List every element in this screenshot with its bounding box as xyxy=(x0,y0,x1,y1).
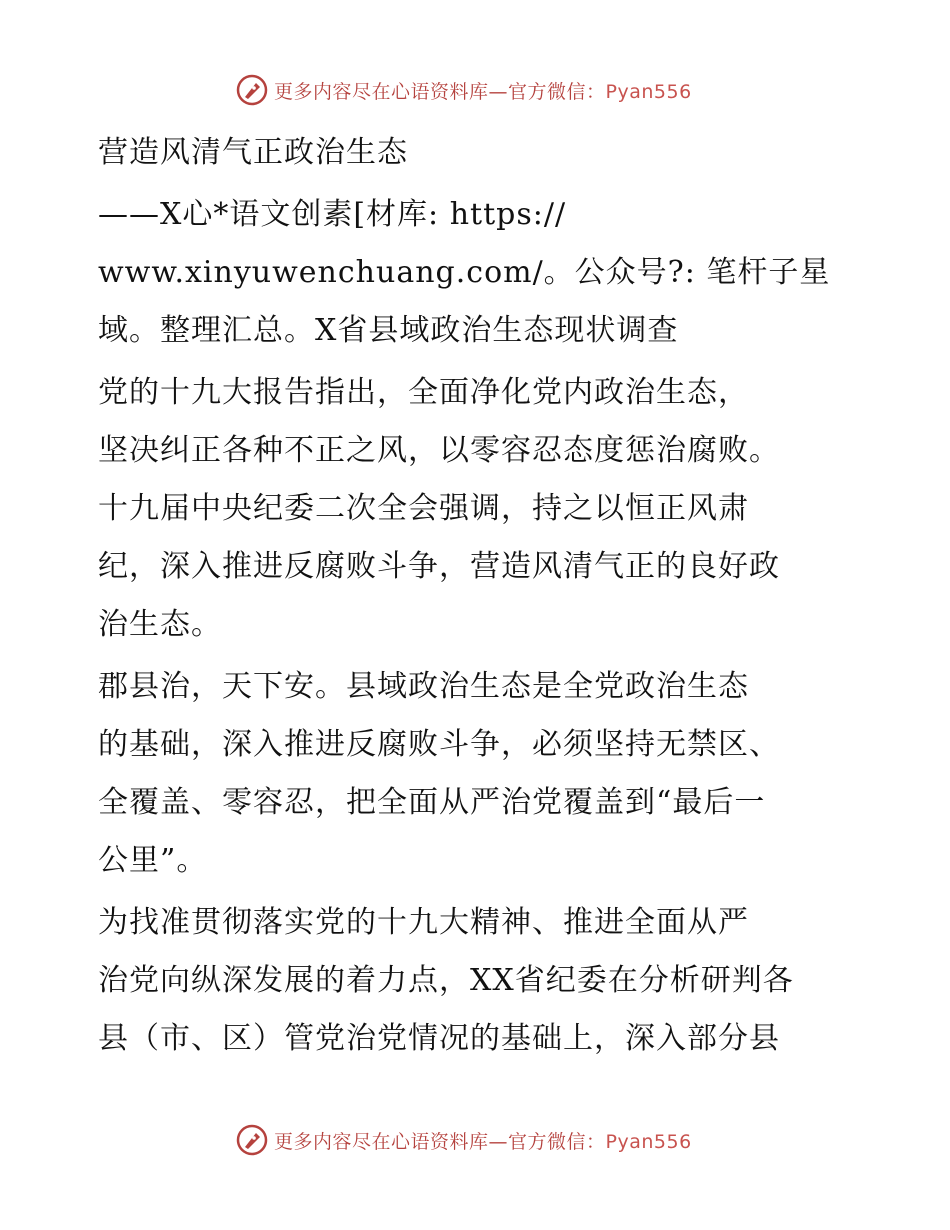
footer-watermark-label: 更多内容尽在心语资料库—官方微信： xyxy=(274,1130,606,1153)
paragraph2-line-4: 公里”。 xyxy=(98,843,208,878)
pen-nib-logo-icon xyxy=(236,1124,268,1156)
paragraph2-line-2: 的基础，深入推进反腐败斗争，必须坚持无禁区、 xyxy=(98,727,780,762)
paragraph1-line-4: 纪，深入推进反腐败斗争，营造风清气正的良好政 xyxy=(98,549,780,584)
paragraph2-line-3: 全覆盖、零容忍，把全面从严治党覆盖到“最后一 xyxy=(98,785,766,820)
paragraph1-line-3: 十九届中央纪委二次全会强调，持之以恒正风肃 xyxy=(98,491,749,526)
footer-watermark xyxy=(236,1122,692,1158)
intro-line-3: 域。整理汇总。X省县域政治生态现状调查 xyxy=(98,313,679,348)
paragraph2-line-1: 郡县治，天下安。县域政治生态是全党政治生态 xyxy=(98,669,749,704)
paragraph3-line-2: 治党向纵深发展的着力点，XX省纪委在分析研判各 xyxy=(98,963,794,998)
paragraph1-line-1: 党的十九大报告指出，全面净化党内政治生态， xyxy=(98,375,749,410)
footer-watermark-id: Pyan556 xyxy=(605,1130,692,1153)
paragraph3-line-3: 县（市、区）管党治党情况的基础上，深入部分县 xyxy=(98,1021,780,1056)
paragraph1-line-2: 坚决纠正各种不正之风，以零容忍态度惩治腐败。 xyxy=(98,433,780,468)
header-watermark-label: 更多内容尽在心语资料库—官方微信： xyxy=(274,80,606,103)
pen-nib-logo-icon xyxy=(236,74,268,106)
paragraph3-line-1: 为找准贯彻落实党的十九大精神、推进全面从严 xyxy=(98,905,749,940)
document-title: 营造风清气正政治生态 xyxy=(98,135,408,170)
header-watermark xyxy=(236,72,692,108)
header-watermark-id: Pyan556 xyxy=(605,80,692,103)
paragraph1-line-5: 治生态。 xyxy=(98,607,222,642)
document-body xyxy=(98,124,868,1068)
header-watermark-text xyxy=(274,77,692,104)
intro-line-1: ——X心*语文创素[材库: https:// xyxy=(98,197,567,232)
intro-line-2: www.xinyuwenchuang.com/。公众号?: 笔杆子星 xyxy=(98,255,831,290)
footer-watermark-text xyxy=(274,1127,692,1154)
